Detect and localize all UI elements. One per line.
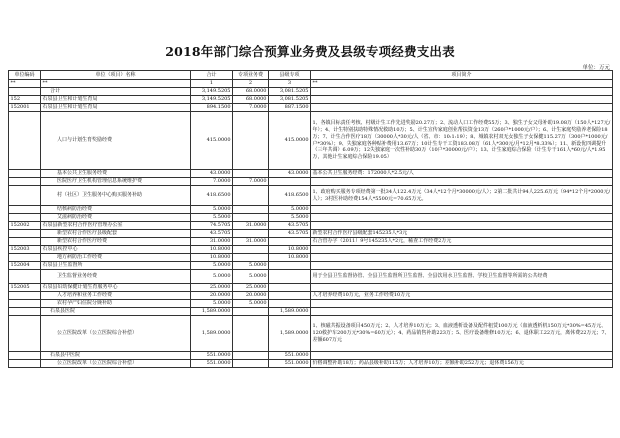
cell-name: 石泉县卫生监督所 <box>41 262 191 270</box>
cell-name: 公立医院改革（公立医院综合补偿） <box>41 316 191 352</box>
cell-biz <box>233 352 269 360</box>
cell-county <box>269 284 311 292</box>
table-row <box>9 186 613 206</box>
cell-total: 5.0000 <box>191 206 233 214</box>
cell-desc <box>311 308 613 316</box>
table-row <box>9 222 613 230</box>
cell-county: 551.0000 <box>269 360 311 368</box>
cell-desc: 1、各镇目标责任考核、村级计生工作先进奖励20.27万；2、流动人口工作经费55万；3、独生子女父母补助19.08万（150人*127元/年）；4、计生特别扶助特殊情况救助10万；5、计生宣传家庭创业帮扶资金13万（260户*1000元/户）；6、计生家庭奖励养老保险18万；7、计生合作医疗18万（30000人*30元/人（省、市：10:1:19）；8、城镇农村双无女独生子女保健115.27万（300户*1000元/户*30%）；9、失独家庭各种贴补费用13.67万；10计生专干工资183.08万（61人*300元/月*12月*8.33%）；11、新设优四调提升（三年共调）6.09万；12失独家庭一次性补助30万（10户*30000元/户）；13、计生家庭综合保险（计生专干161人*60元/人*1.95万，其他计生家庭综合保险19.05） <box>311 112 613 170</box>
cell-total: 551.0000 <box>191 352 233 360</box>
cell-desc: 人才培养经费10万元，业务工作经费10万元 <box>311 292 613 300</box>
cell-name: 石泉县卫生和计划生育局 <box>41 104 191 112</box>
index-cell: 2 <box>233 80 269 88</box>
cell-desc: 1、核磁共振设备项目450万元；2、人才培养10万元；3、血液透析设备及配件租赁100万元（血液透析机150万元*30%=45万元、120救护车200万元*30%=60万元）；4、药品销售补助223万；5、医疗设备维修10万元；6、退休职工22万元，离休费22万元；7、差额607万元 <box>311 316 613 352</box>
cell-code <box>9 112 41 170</box>
cell-total: 5.0000 <box>191 270 233 284</box>
cell-code <box>9 254 41 262</box>
cell-county: 5.5000 <box>269 214 311 222</box>
table-row <box>9 254 613 262</box>
table-row <box>9 292 613 300</box>
cell-name: 医院医疗卫生机构管理信息系统维护费 <box>41 178 191 186</box>
cell-desc <box>311 96 613 104</box>
index-cell: ** <box>41 80 191 88</box>
table-row <box>9 230 613 238</box>
index-cell: ** <box>9 80 41 88</box>
cell-biz: 7.0000 <box>233 104 269 112</box>
cell-desc <box>311 246 613 254</box>
cell-total: 31.0000 <box>191 238 233 246</box>
cell-code <box>9 360 41 368</box>
cell-biz: 5.0000 <box>233 300 269 308</box>
index-row <box>9 80 613 88</box>
cell-desc: 用于全县卫生监督协管、全县卫生监督所卫生监督、全县饮用水卫生监督、学校卫生监督等所需的公共经费 <box>311 270 613 284</box>
cell-county <box>269 178 311 186</box>
cell-desc: 价格调整补助18万；药品县级补助115万；人才培养10万；差额补助252万元；退休费156万元 <box>311 360 613 368</box>
table-row <box>9 284 613 292</box>
cell-desc <box>311 104 613 112</box>
cell-county: 551.0000 <box>269 352 311 360</box>
cell-total: 1,589.0000 <box>191 308 233 316</box>
table-row <box>9 96 613 104</box>
cell-county: 3,081.5205 <box>269 96 311 104</box>
cell-total: 418.6500 <box>191 186 233 206</box>
cell-biz: 31.0000 <box>233 222 269 230</box>
cell-code: 152 <box>9 96 41 104</box>
col-header-desc: 项目简介 <box>311 71 613 80</box>
table-row <box>9 88 613 96</box>
cell-desc: 石合管办字（2011）9号145235人*2元，稀查工作经费2万元 <box>311 238 613 246</box>
col-header-county: 县级专项 <box>269 71 311 80</box>
cell-code: 152003 <box>9 246 41 254</box>
cell-name: 合计 <box>41 88 191 96</box>
cell-biz: 25.0000 <box>233 284 269 292</box>
col-header-biz: 专项业务费 <box>233 71 269 80</box>
cell-total: 5.0000 <box>191 262 233 270</box>
table-row <box>9 360 613 368</box>
cell-name: 农村孕产妇住院分娩补助 <box>41 300 191 308</box>
cell-desc <box>311 206 613 214</box>
cell-county: 10.8000 <box>269 246 311 254</box>
cell-name: 石泉县妇幼保健计划生育服务中心 <box>41 284 191 292</box>
cell-desc <box>311 352 613 360</box>
cell-biz <box>233 112 269 170</box>
cell-biz: 20.0000 <box>233 292 269 300</box>
index-cell: 3 <box>269 80 311 88</box>
cell-biz <box>233 206 269 214</box>
table-row <box>9 316 613 352</box>
cell-biz <box>233 360 269 368</box>
cell-total: 20.0000 <box>191 292 233 300</box>
cell-name: 石泉县医院 <box>41 308 191 316</box>
cell-total: 5.5000 <box>191 214 233 222</box>
cell-code <box>9 230 41 238</box>
cell-county: 3,081.5205 <box>269 88 311 96</box>
cell-name: 村（社区）卫生服务中心购买服务补助 <box>41 186 191 206</box>
cell-biz <box>233 308 269 316</box>
cell-desc: 1、政府购买服务专项经费第一批34人122.4万元（34人*12个月*30000元/人）；2第二批共计94人225.6万元（94*12个月*2000元/人）；3村医补助经费154人*5500元=70.65万元。 <box>311 186 613 206</box>
cell-code: 152002 <box>9 222 41 230</box>
cell-name: 新型农村合作医疗经费 <box>41 238 191 246</box>
cell-county <box>269 292 311 300</box>
cell-name: 地方病防治工作经费 <box>41 254 191 262</box>
cell-code: 152005 <box>9 284 41 292</box>
cell-name: 石泉县疾控中心 <box>41 246 191 254</box>
cell-total: 1,589.0000 <box>191 316 233 352</box>
header-row <box>9 71 613 80</box>
table-row <box>9 270 613 284</box>
cell-biz: 31.0000 <box>233 238 269 246</box>
cell-total: 25.0000 <box>191 284 233 292</box>
cell-name: 石泉县新型农村合作医疗管理办公室 <box>41 222 191 230</box>
cell-desc <box>311 214 613 222</box>
cell-desc <box>311 222 613 230</box>
cell-code <box>9 186 41 206</box>
col-header-code: 单位编码 <box>9 71 41 80</box>
col-header-total: 合计 <box>191 71 233 80</box>
cell-biz <box>233 230 269 238</box>
cell-code <box>9 308 41 316</box>
cell-county: 43.0000 <box>269 170 311 178</box>
cell-desc <box>311 88 613 96</box>
table-body <box>9 88 613 368</box>
table-row <box>9 246 613 254</box>
cell-biz: 5.0000 <box>233 262 269 270</box>
cell-name: 石泉县卫生和计划生育局 <box>41 96 191 104</box>
cell-name: 石泉县中医院 <box>41 352 191 360</box>
cell-total: 3,149.5205 <box>191 88 233 96</box>
cell-total: 5.0000 <box>191 300 233 308</box>
cell-biz: 68.0000 <box>233 96 269 104</box>
cell-code <box>9 88 41 96</box>
cell-total: 551.0000 <box>191 360 233 368</box>
index-cell: ** <box>311 80 613 88</box>
cell-desc: 基本公共卫生服务经费：172000人*2.5元/人 <box>311 170 613 178</box>
cell-name: 人口与计划生育奖励经费 <box>41 112 191 170</box>
cell-total: 7.0000 <box>191 178 233 186</box>
table-row <box>9 262 613 270</box>
cell-name: 结核病防治经费 <box>41 206 191 214</box>
cell-county: 887.1500 <box>269 104 311 112</box>
cell-desc: 新型农村合作医疗县级配套145235人*3元 <box>311 230 613 238</box>
cell-name: 人才培养和业务工作经费 <box>41 292 191 300</box>
cell-county: 43.5705 <box>269 222 311 230</box>
cell-code <box>9 170 41 178</box>
cell-total: 10.8000 <box>191 246 233 254</box>
cell-total: 43.5705 <box>191 230 233 238</box>
cell-code <box>9 270 41 284</box>
cell-desc <box>311 300 613 308</box>
cell-county: 10.8000 <box>269 254 311 262</box>
cell-biz <box>233 186 269 206</box>
cell-name: 新型农村合作医疗县级配套 <box>41 230 191 238</box>
cell-county: 1,589.0000 <box>269 308 311 316</box>
cell-county: 1,589.0000 <box>269 316 311 352</box>
cell-biz <box>233 246 269 254</box>
cell-biz <box>233 316 269 352</box>
cell-total: 3,149.5205 <box>191 96 233 104</box>
page-title: 2018年部门综合预算业务费及县级专项经费支出表 <box>165 44 455 59</box>
index-cell: 1 <box>191 80 233 88</box>
cell-desc <box>311 284 613 292</box>
cell-county: 418.6500 <box>269 186 311 206</box>
table-row <box>9 300 613 308</box>
cell-total: 894.1500 <box>191 104 233 112</box>
cell-code <box>9 292 41 300</box>
cell-biz <box>233 170 269 178</box>
cell-code <box>9 206 41 214</box>
cell-code <box>9 238 41 246</box>
cell-total: 415.0000 <box>191 112 233 170</box>
table-row <box>9 308 613 316</box>
cell-desc <box>311 262 613 270</box>
cell-code: 152001 <box>9 104 41 112</box>
col-header-name: 单位（项目）名称 <box>41 71 191 80</box>
cell-code <box>9 352 41 360</box>
table-row <box>9 206 613 214</box>
table-row <box>9 112 613 170</box>
table-row <box>9 170 613 178</box>
unit-label: 单位：万元 <box>582 65 610 71</box>
table-row <box>9 238 613 246</box>
cell-code <box>9 300 41 308</box>
cell-county: 5.0000 <box>269 206 311 214</box>
table-row <box>9 178 613 186</box>
cell-county: 43.5705 <box>269 230 311 238</box>
cell-total: 10.8000 <box>191 254 233 262</box>
cell-desc <box>311 254 613 262</box>
cell-county <box>269 300 311 308</box>
cell-biz: 7.0000 <box>233 178 269 186</box>
cell-name: 艾滋病防治经费 <box>41 214 191 222</box>
cell-name: 卫生监督业务经费 <box>41 270 191 284</box>
cell-total: 74.5705 <box>191 222 233 230</box>
cell-county <box>269 270 311 284</box>
table-row <box>9 104 613 112</box>
cell-code <box>9 178 41 186</box>
cell-biz: 5.0000 <box>233 270 269 284</box>
budget-table <box>8 70 613 368</box>
cell-name: 公立医院改革（公立医院综合补偿） <box>41 360 191 368</box>
cell-code <box>9 214 41 222</box>
table-row <box>9 214 613 222</box>
cell-county <box>269 238 311 246</box>
cell-county <box>269 262 311 270</box>
cell-biz <box>233 214 269 222</box>
table-row <box>9 352 613 360</box>
cell-name: 基本公共卫生服务经费 <box>41 170 191 178</box>
cell-total: 43.0000 <box>191 170 233 178</box>
cell-biz: 68.0000 <box>233 88 269 96</box>
cell-code <box>9 316 41 352</box>
cell-desc <box>311 178 613 186</box>
cell-county: 415.0000 <box>269 112 311 170</box>
cell-biz <box>233 254 269 262</box>
cell-code: 152004 <box>9 262 41 270</box>
